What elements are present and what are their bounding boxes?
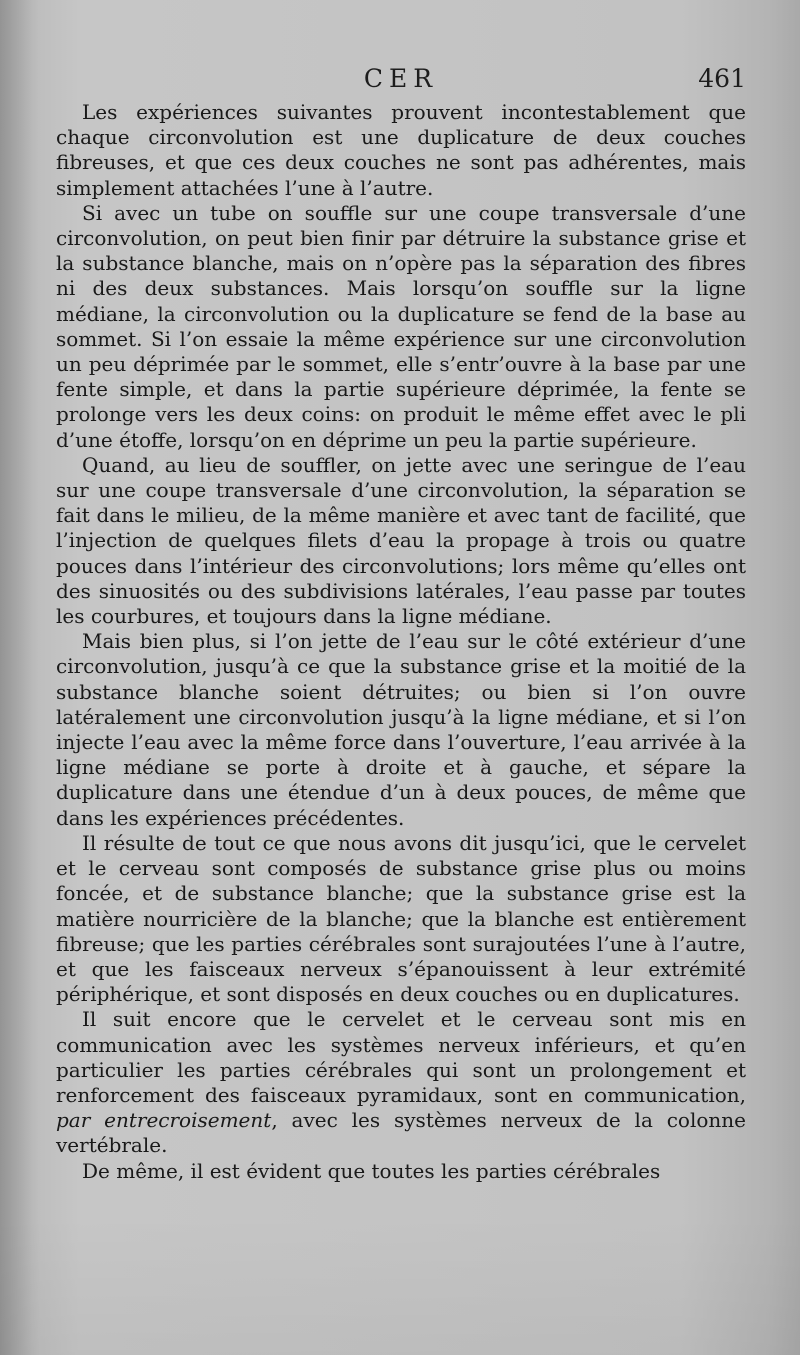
paragraph-5: Il résulte de tout ce que nous avons dit jusqu’ici, que le cervelet et le cerveau sont composés de substance grise plus ou moins foncée, et de substance blanche; que la substance grise est la matière nourricière de la blanche; que la blanche est entièrement fibreuse; que les parties cérébrales sont surajoutées l’une à l’autre, et que les faisceaux nerveux s’épanouissent à leur extrémité périphérique, et sont disposés en deux couches ou en duplicatures.	[56, 830, 746, 1007]
paragraph-3: Quand, au lieu de souffler, on jette avec une seringue de l’eau sur une coupe transversale d’une circonvolution, la séparation se fait dans le milieu, de la même manière et avec tant de facilité, que l’injection de quelques filets d’eau la propage à trois ou quatre pouces dans l’intérieur des circonvolutions; lors même qu’elles ont des sinuosités ou des subdivisions latérales, l’eau passe par toutes les courbures, et toujours dans la ligne médiane.	[56, 452, 746, 629]
paragraph-6	[56, 1007, 746, 1158]
running-head: CER	[363, 64, 439, 93]
italic-phrase: par entrecroisement	[56, 1108, 272, 1133]
page-header	[56, 64, 746, 104]
paragraph-6-before: Il suit encore que le cervelet et le cerveau sont mis en communication avec les systèmes nerveux inférieurs, et qu’en particulier les parties cérébrales qui sont un prolongement et renforcement des faisceaux pyramidaux, sont en communication,	[56, 1007, 746, 1107]
paragraph-4: Mais bien plus, si l’on jette de l’eau sur le côté extérieur d’une circonvolution, jusqu’à ce que la substance grise et la moitié de la substance blanche soient détruites; ou bien si l’on ouvre latéralement une circonvolution jusqu’à la ligne médiane, et si l’on injecte l’eau avec la même force dans l’ouverture, l’eau arrivée à la ligne médiane se porte à droite et à gauche, et sépare la duplicature dans une étendue d’un à deux pouces, de même que dans les expériences précédentes.	[56, 629, 746, 830]
paragraph-1: Les expériences suivantes prouvent incontestablement que chaque circonvolution est une duplicature de deux couches fibreuses, et que ces deux couches ne sont pas adhérentes, mais simplement attachées l’une à l’autre.	[56, 100, 746, 200]
page-gutter-shadow	[0, 0, 40, 1355]
paragraph-6-after: , avec les systèmes nerveux de la colonne vertébrale.	[56, 1108, 746, 1158]
paragraph-7: De même, il est évident que toutes les parties cérébrales	[82, 1158, 661, 1183]
body-text	[56, 100, 746, 1184]
paragraph-2: Si avec un tube on souffle sur une coupe transversale d’une circonvolution, on peut bien finir par détruire la substance grise et la substance blanche, mais on n’opère pas la séparation des fibres ni des deux substances. Mais lorsqu’on souffle sur la ligne médiane, la circonvolution ou la duplicature se fend de la base au sommet. Si l’on essaie la même expérience sur une circonvolution un peu déprimée par le sommet, elle s’entr’ouvre à la base par une fente simple, et dans la partie supérieure déprimée, la fente se prolonge vers les deux coins: on produit le même effet avec le pli d’une étoffe, lorsqu’on en déprime un peu la partie supérieure.	[56, 200, 746, 452]
page-number: 461	[698, 64, 746, 93]
page-bottom-shadow	[0, 1215, 800, 1355]
